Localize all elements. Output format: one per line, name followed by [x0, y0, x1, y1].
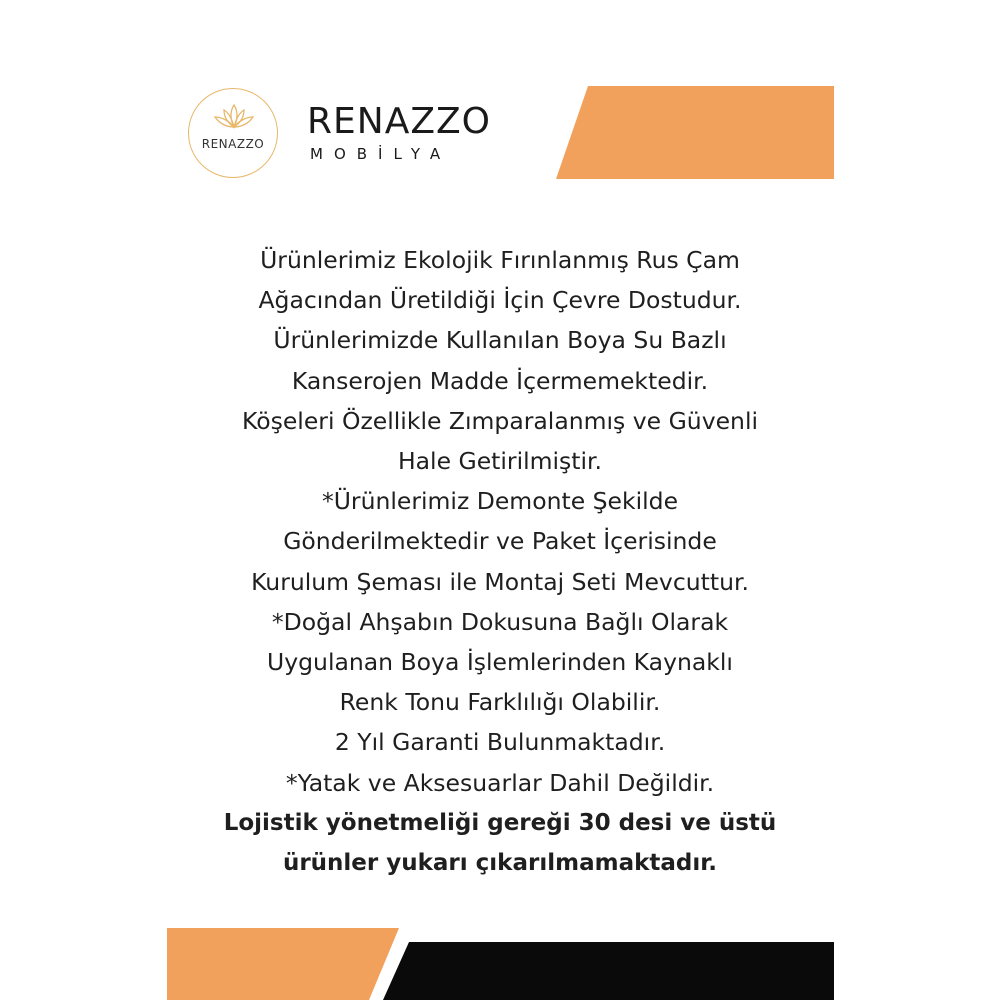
shipping-notice-line: Lojistik yönetmeliği gereği 30 desi ve üstü [223, 809, 777, 836]
product-info-text [150, 240, 850, 883]
info-line: *Yatak ve Aksesuarlar Dahil Değildir. [285, 768, 715, 797]
brand-name: RENAZZO [307, 101, 491, 142]
info-line: Kurulum Şeması ile Montaj Seti Mevcuttur. [251, 567, 749, 596]
top-accent-shape [556, 86, 834, 179]
info-line: Ürünlerimiz Ekolojik Fırınlanmış Rus Çam [260, 246, 740, 274]
brand-logo [188, 88, 278, 178]
info-line: 2 Yıl Garanti Bulunmaktadır. [334, 728, 666, 757]
info-line: *Doğal Ahşabın Dokusuna Bağlı Olarak [271, 607, 729, 636]
info-line: *Ürünlerimiz Demonte Şekilde [321, 487, 679, 516]
info-line: Ağacından Üretildiği İçin Çevre Dostudur. [258, 286, 742, 315]
bottom-dark-shape [383, 942, 834, 1000]
info-line: Ürünlerimizde Kullanılan Boya Su Bazlı [273, 326, 727, 355]
shipping-notice-line: ürünler yukarı çıkarılmamaktadır. [282, 850, 718, 877]
lotus-icon [212, 103, 256, 131]
brand-subtitle: MOBİLYA [310, 145, 452, 163]
info-line: Kanserojen Madde İçermemektedir. [291, 366, 709, 395]
info-line: Uygulanan Boya İşlemlerinden Kaynaklı [267, 648, 733, 677]
bottom-accent-shape [167, 928, 399, 1000]
info-line: Gönderilmektedir ve Paket İçerisinde [283, 527, 717, 556]
info-line: Köşeleri Özellikle Zımparalanmış ve Güvenli [241, 406, 759, 435]
info-line: Renk Tonu Farklılığı Olabilir. [339, 688, 661, 717]
info-line: Hale Getirilmiştir. [397, 447, 603, 476]
logo-text: RENAZZO [201, 137, 265, 151]
